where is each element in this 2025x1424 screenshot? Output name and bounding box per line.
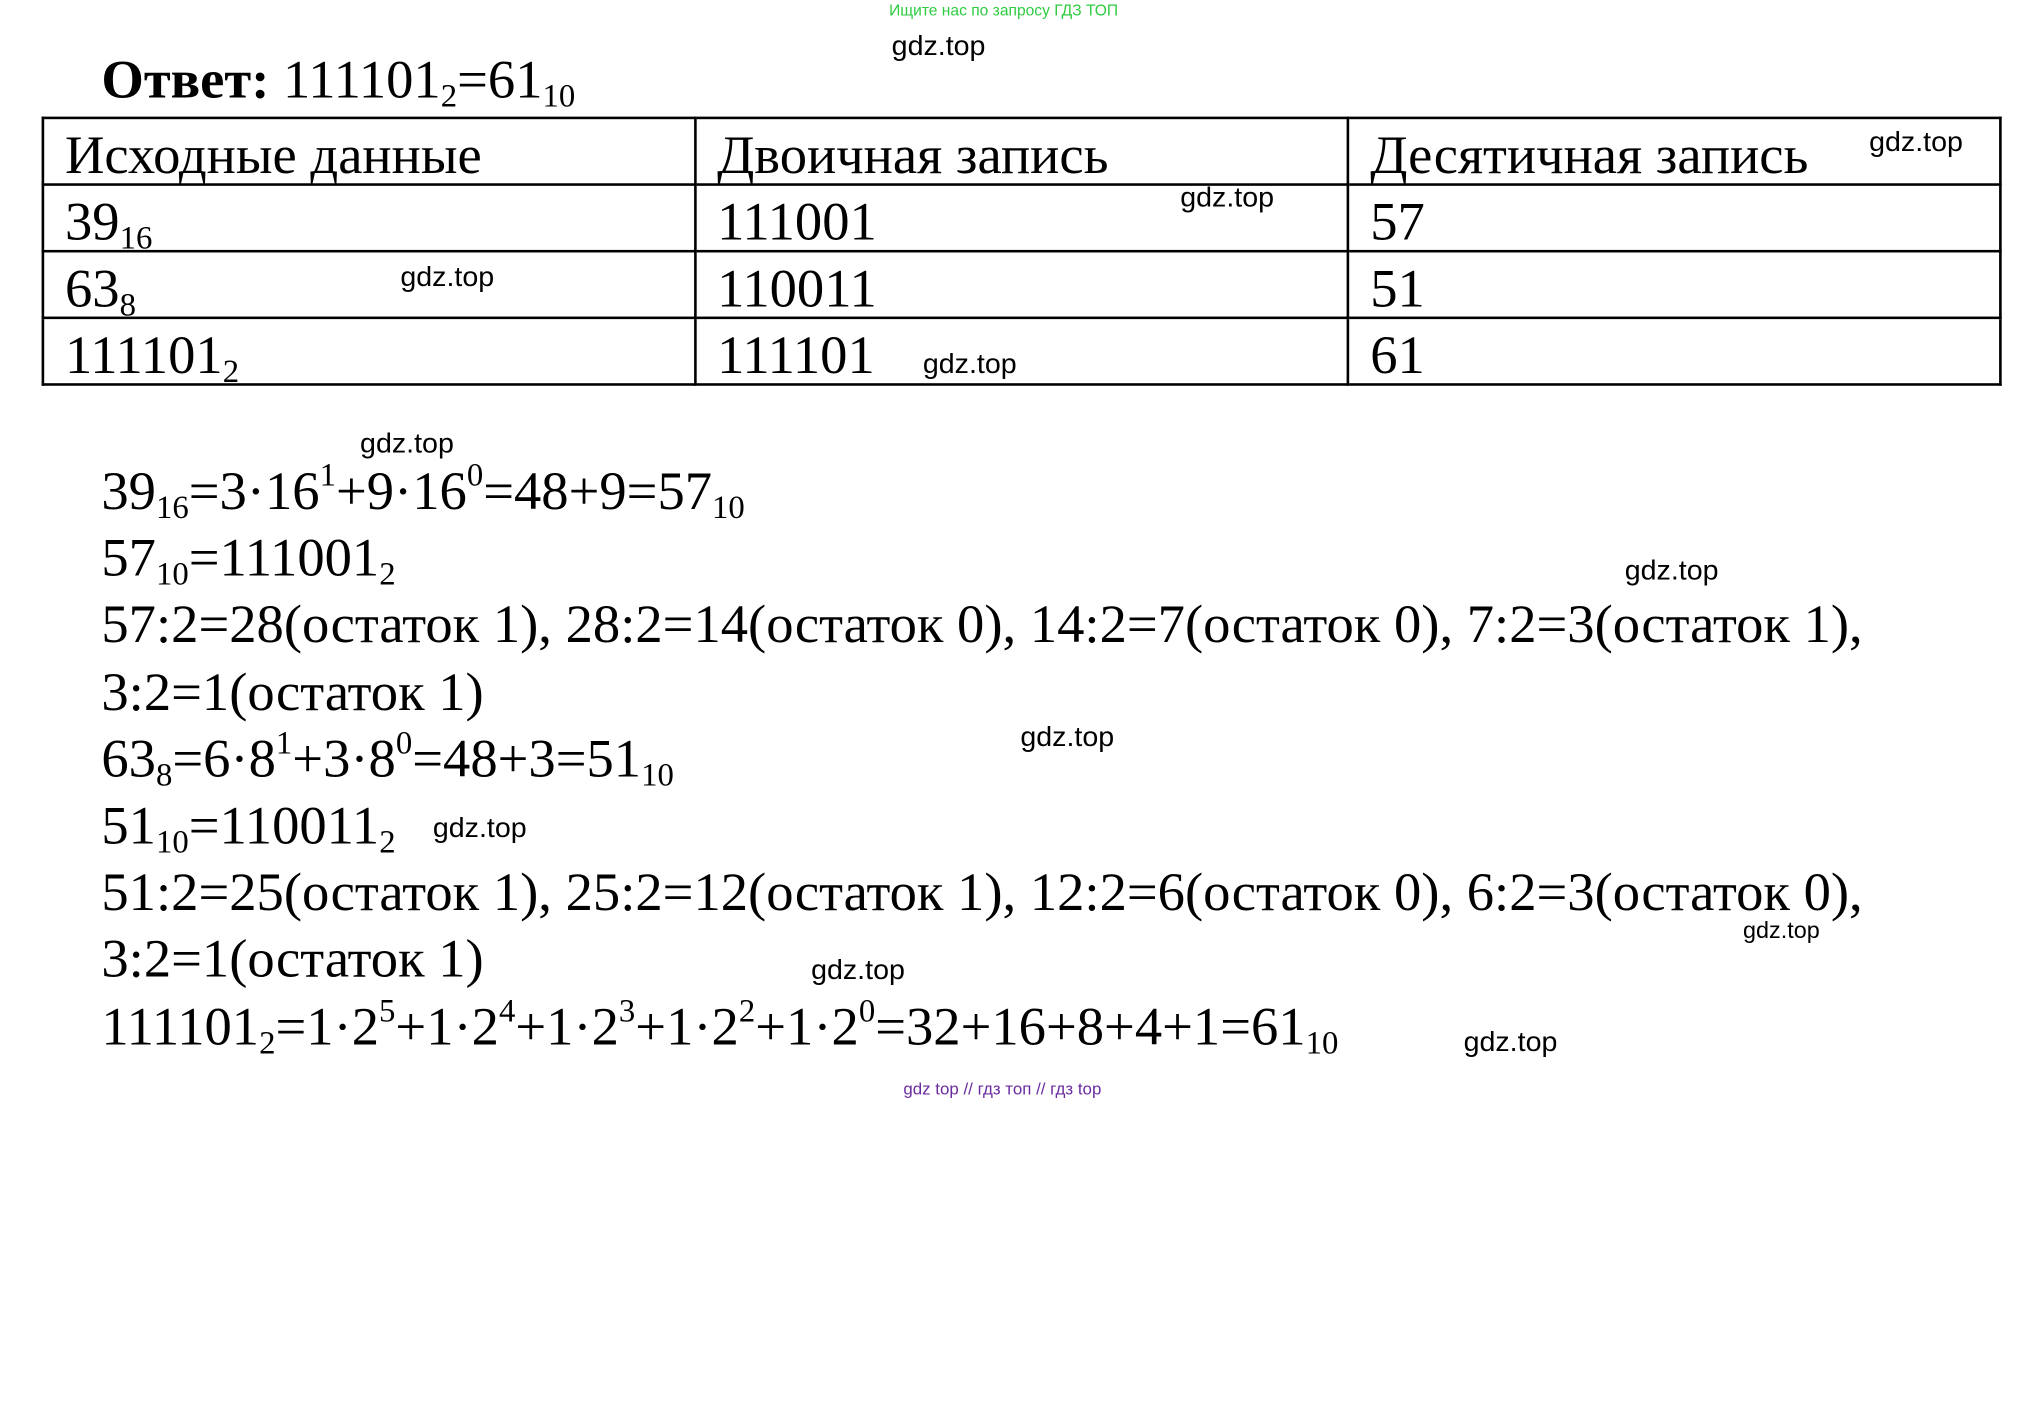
solution-line-9	[101, 994, 1999, 1061]
answer-lhs-base: 2	[440, 79, 458, 115]
binary-cell: 111001	[695, 185, 1348, 252]
math-text: =48+9=57	[483, 462, 713, 522]
table-row	[43, 185, 2000, 252]
math-text: +1·2	[635, 997, 739, 1057]
watermark: gdz.top	[811, 953, 905, 986]
source-base: 16	[119, 221, 153, 257]
solution-line-3: 57:2=28(остаток 1), 28:2=14(остаток 0), 14:2=7(остаток 0), 7:2=3(остаток 1),	[101, 596, 1863, 656]
watermark: gdz.top	[400, 260, 495, 293]
base-subscript: 2	[379, 557, 396, 593]
watermark: gdz.top	[922, 347, 1017, 380]
base-subscript: 10	[155, 557, 189, 593]
math-text: =48+3=51	[412, 730, 642, 790]
table-header-cell: Десятичная запись	[1348, 118, 2000, 185]
table-header-row	[43, 118, 2000, 185]
answer-line	[101, 51, 576, 115]
decimal-cell: 51	[1348, 251, 2000, 318]
base-subscript: 8	[155, 758, 173, 794]
table-row	[43, 251, 2000, 318]
top-banner: Ищите нас по запросу ГДЗ ТОП	[889, 1, 1119, 20]
watermark: gdz.top	[360, 426, 454, 459]
solution-line-1	[101, 459, 1999, 526]
answer-lhs: 111101	[283, 51, 441, 111]
math-text: +1·2	[515, 997, 619, 1057]
source-value: 111101	[64, 326, 223, 386]
answer-rhs: 61	[487, 51, 543, 111]
watermark: gdz.top	[1463, 1025, 1558, 1058]
base-subscript: 10	[155, 825, 189, 861]
watermark: gdz.top	[891, 29, 986, 62]
solution-line-6	[101, 793, 1999, 860]
solution-line-7: 51:2=25(остаток 1), 25:2=12(остаток 1), 12:2=6(остаток 0), 6:2=3(остаток 0),	[101, 864, 1863, 924]
math-text: 57	[101, 529, 156, 589]
math-text: +1·2	[395, 997, 499, 1057]
source-value: 63	[64, 260, 120, 320]
base-subscript: 10	[641, 758, 674, 794]
math-text: 63	[101, 730, 156, 790]
table-header-cell: Двоичная запись	[695, 118, 1348, 185]
math-text: +9·16	[335, 462, 467, 522]
base-subscript: 16	[155, 490, 189, 526]
binary-cell: 110011	[695, 251, 1348, 318]
source-value: 39	[64, 193, 120, 253]
exponent: 0	[466, 458, 484, 494]
source-cell	[43, 318, 695, 390]
solution-block	[101, 459, 1999, 1061]
source-base: 2	[222, 355, 240, 390]
math-text: =32+16+8+4+1=61	[875, 997, 1306, 1057]
table-header-cell: Исходные данные	[43, 118, 695, 185]
math-text: =6·8	[172, 730, 276, 790]
math-text: =3·16	[188, 462, 320, 522]
math-text: =110011	[188, 797, 380, 857]
source-cell	[43, 251, 695, 324]
exponent: 4	[498, 993, 516, 1029]
conversion-table	[42, 117, 2002, 390]
math-text: =111001	[188, 529, 380, 589]
answer-label: Ответ:	[101, 51, 270, 111]
answer-eq: =	[457, 51, 488, 111]
binary-cell: 111101	[695, 318, 1348, 385]
decimal-cell: 57	[1348, 185, 2000, 252]
watermark: gdz.top	[1743, 917, 1820, 944]
source-base: 8	[119, 288, 136, 324]
base-subscript: 2	[379, 825, 396, 861]
math-text: +1·2	[755, 997, 859, 1057]
exponent: 2	[738, 993, 756, 1029]
table-row	[43, 318, 2000, 385]
exponent: 0	[858, 993, 876, 1029]
exponent: 1	[319, 458, 336, 494]
source-cell	[43, 185, 695, 257]
base-subscript: 10	[712, 490, 745, 526]
math-text: =1·2	[275, 997, 380, 1057]
exponent: 0	[395, 726, 413, 761]
exponent: 1	[275, 726, 293, 761]
watermark: gdz.top	[1624, 553, 1719, 586]
decimal-cell: 61	[1348, 318, 2000, 385]
base-subscript: 10	[1305, 1026, 1339, 1061]
math-text: 39	[101, 462, 156, 522]
math-text: 111101	[101, 997, 260, 1057]
answer-rhs-base: 10	[542, 79, 576, 115]
exponent: 3	[618, 993, 636, 1029]
math-text: +3·8	[292, 730, 396, 790]
watermark: gdz.top	[432, 811, 527, 844]
exponent: 5	[379, 993, 396, 1029]
bottom-banner: gdz top // гдз топ // гдз top	[903, 1079, 1102, 1099]
watermark: gdz.top	[1869, 125, 1963, 158]
watermark: gdz.top	[1180, 180, 1275, 213]
math-text: 51	[101, 797, 156, 857]
watermark: gdz.top	[1020, 720, 1115, 753]
base-subscript: 2	[259, 1026, 276, 1061]
solution-line-4: 3:2=1(остаток 1)	[101, 663, 484, 723]
solution-line-8: 3:2=1(остаток 1)	[101, 930, 484, 990]
